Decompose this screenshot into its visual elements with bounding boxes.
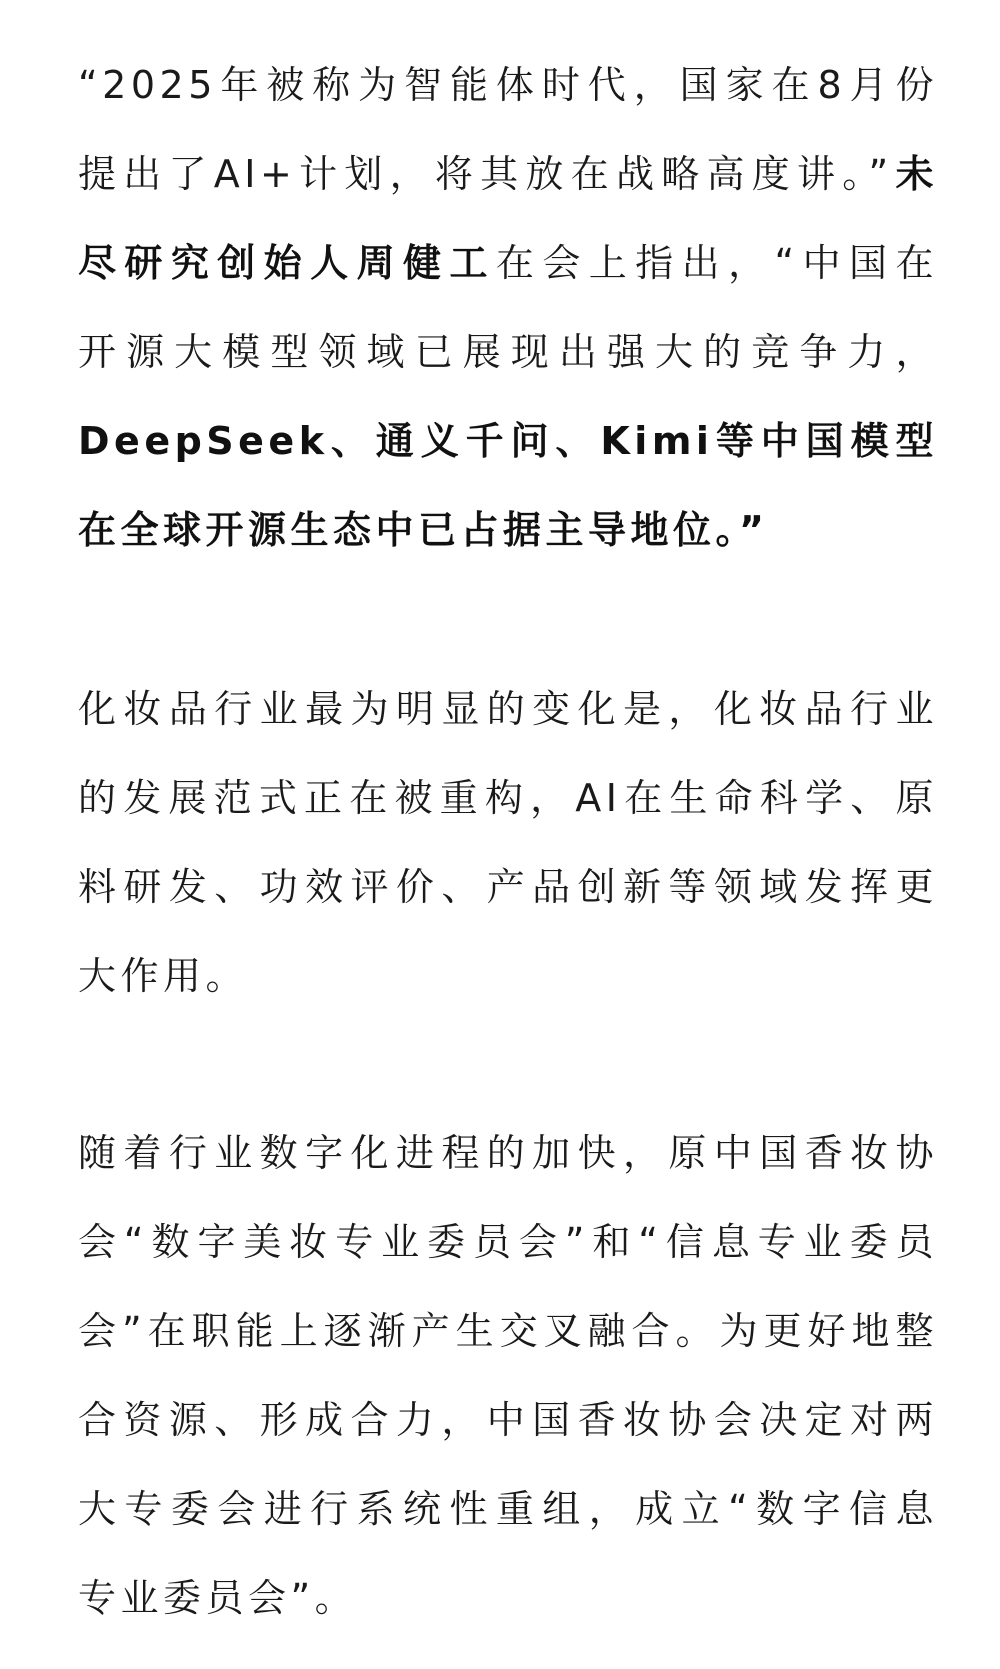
text-line: [78, 308, 938, 397]
bold-text-segment: 尽研究创始人周健工: [78, 241, 496, 285]
bold-text-segment: 在全球开源生态中已占据主导地位。”: [78, 508, 769, 552]
text-line: [78, 486, 938, 575]
text-line: [78, 1109, 938, 1198]
paragraph-quote-zhou-jiangong: [78, 41, 938, 575]
text-segment: 化妆品行业最为明显的变化是，化妆品行业: [78, 687, 938, 731]
text-segment: 会“数字美妆专业委员会”和“信息专业委员: [78, 1220, 938, 1264]
text-line: [78, 843, 938, 932]
text-segment: 的发展范式正在被重构，AI在生命科学、原: [78, 776, 938, 820]
text-segment: 会”在职能上逐渐产生交叉融合。为更好地整: [78, 1309, 938, 1353]
text-segment: 在会上指出，“中国在: [495, 241, 938, 285]
text-line: [78, 397, 938, 486]
text-segment: 大专委会进行系统性重组，成立“数字信息: [78, 1487, 938, 1531]
text-line: [78, 932, 938, 1021]
text-segment: 料研发、功效评价、产品创新等领域发挥更: [78, 865, 938, 909]
text-segment: 随着行业数字化进程的加快，原中国香妆协: [78, 1131, 938, 1175]
text-segment: 专业委员会”。: [78, 1576, 358, 1620]
text-line: [78, 1554, 938, 1643]
text-segment: “2025年被称为智能体时代，国家在8月份: [78, 63, 938, 107]
text-segment: 开源大模型领域已展现出强大的竞争力，: [78, 330, 938, 374]
paragraph-industry-change: [78, 665, 938, 1021]
paragraph-committee-restructure: [78, 1109, 938, 1643]
text-line: [78, 1465, 938, 1554]
text-line: [78, 219, 938, 308]
text-segment: 提出了AI+计划，将其放在战略高度讲。”: [78, 152, 893, 196]
bold-text-segment: 未: [892, 152, 938, 196]
text-line: [78, 1376, 938, 1465]
text-line: [78, 1287, 938, 1376]
text-segment: 合资源、形成合力，中国香妆协会决定对两: [78, 1398, 938, 1442]
text-line: [78, 665, 938, 754]
text-line: [78, 1198, 938, 1287]
text-line: [78, 41, 938, 130]
text-segment: 大作用。: [78, 954, 249, 998]
text-line: [78, 130, 938, 219]
bold-text-segment: DeepSeek、通义千问、Kimi等中国模型: [78, 419, 938, 463]
text-line: [78, 754, 938, 843]
